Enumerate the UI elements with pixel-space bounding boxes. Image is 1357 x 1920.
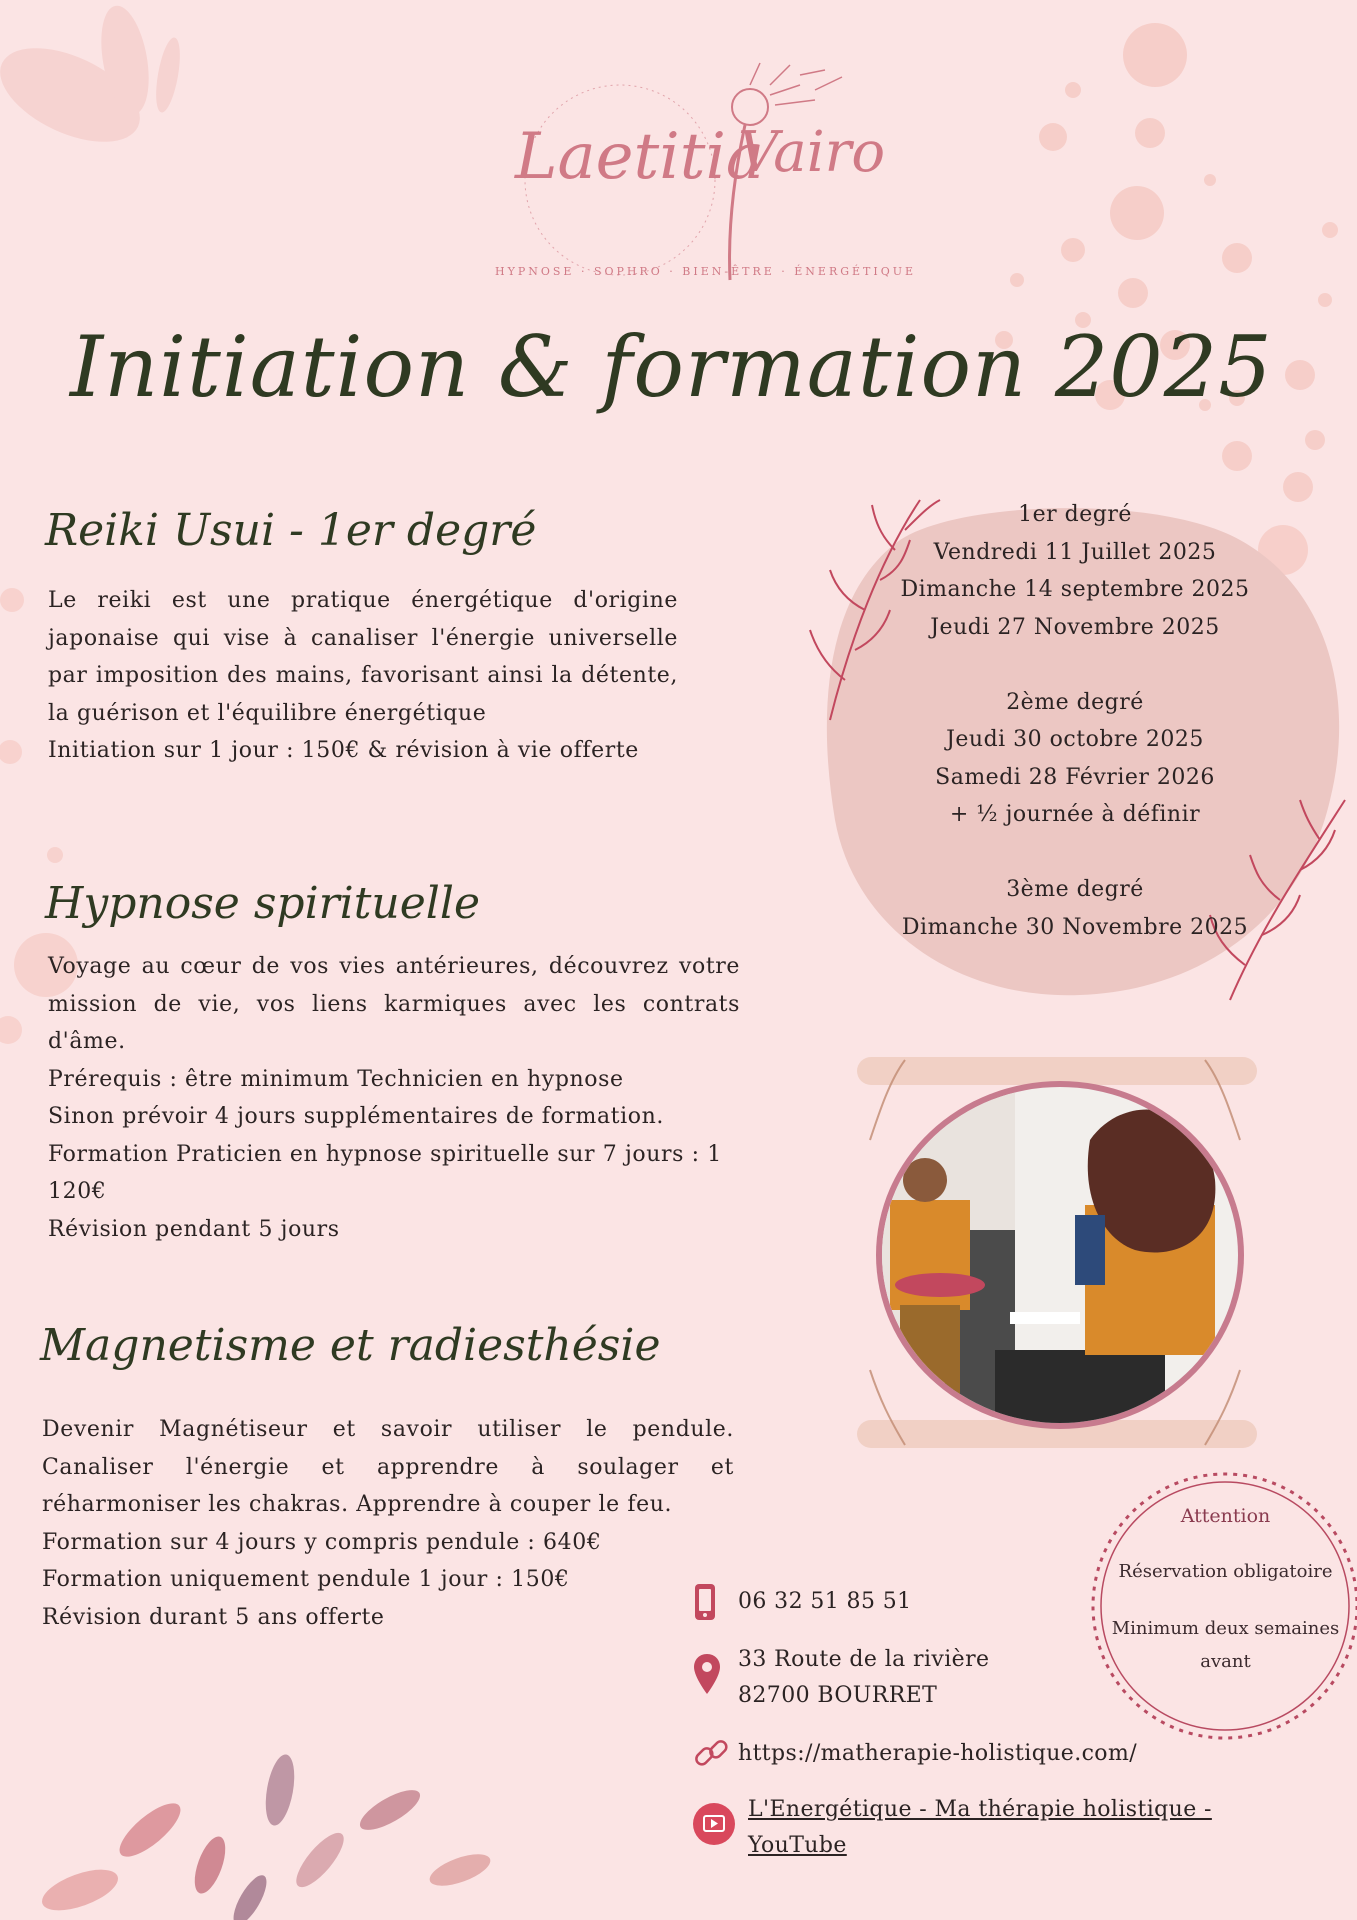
schedule-date: Samedi 28 Février 2026 (935, 764, 1215, 790)
logo-name-right: Vairo (738, 120, 886, 185)
hypnose-heading: Hypnose spirituelle (45, 878, 480, 929)
logo (470, 55, 917, 295)
schedule-date: + ½ journée à définir (949, 802, 1201, 827)
session-photo-illustration (875, 1080, 1245, 1430)
attention-delay: Minimum deux semaines avant (1111, 1618, 1340, 1672)
youtube-link[interactable]: L'Energétique - Ma thérapie holistique - YouTube (748, 1797, 1212, 1858)
contact-phone[interactable] (692, 1582, 1072, 1622)
website-link[interactable]: https://matherapie-holistique.com/ (738, 1741, 1138, 1766)
logo-name-left: Laetitia (515, 120, 765, 194)
hypnose-extra-days: Sinon prévoir 4 jours supplémentaires de formation. (48, 1104, 664, 1129)
contact-website[interactable] (692, 1734, 1138, 1774)
session-photo (875, 1080, 1245, 1430)
phone-icon (692, 1582, 718, 1622)
reiki-paragraph: Le reiki est une pratique énergétique d'origine japonaise qui vise à canaliser l'énergie universelle par imposition des mains, favorisant ainsi la détente, la guérison et l'équilibre énergétique (48, 588, 678, 726)
attention-title: Attention (1180, 1505, 1271, 1527)
link-icon (692, 1734, 730, 1772)
hypnose-text (48, 948, 740, 1248)
magnetisme-price-full: Formation sur 4 jours y compris pendule : 640€ (42, 1529, 602, 1555)
magnetisme-price-pendule: Formation uniquement pendule 1 jour : 150€ (42, 1567, 570, 1592)
magnetisme-heading: Magnetisme et radiesthésie (40, 1320, 661, 1371)
logo-arc-text: HYPNOSE · SOPHRO · BIEN-ÊTRE · ÉNERGÉTIQUE (495, 265, 917, 278)
contact-youtube[interactable] (692, 1792, 1252, 1868)
schedule-degree1-label: 1er degré (1018, 502, 1132, 527)
schedule-degree2-label: 2ème degré (1006, 689, 1144, 715)
hypnose-price: Formation Praticien en hypnose spirituelle sur 7 jours : 1 120€ (48, 1141, 722, 1204)
attention-notice (1093, 1505, 1357, 1678)
magnetisme-text (42, 1411, 734, 1636)
reiki-price: Initiation sur 1 jour : 150€ & révision à vie offerte (48, 738, 639, 763)
schedule-degree3-label: 3ème degré (1006, 877, 1144, 902)
contact-address[interactable] (692, 1642, 1072, 1716)
address-line2: 82700 BOURRET (738, 1683, 938, 1708)
hypnose-revision: Révision pendant 5 jours (48, 1216, 340, 1242)
schedule-date: Dimanche 30 Novembre 2025 (901, 914, 1249, 940)
magnetisme-revision: Révision durant 5 ans offerte (42, 1604, 385, 1630)
phone-number: 06 32 51 85 51 (738, 1589, 912, 1614)
schedule-date: Jeudi 27 Novembre 2025 (930, 614, 1220, 640)
schedule-date: Dimanche 14 septembre 2025 (900, 577, 1250, 602)
schedule-date: Jeudi 30 octobre 2025 (946, 727, 1204, 752)
page-title: Initiation & formation 2025 (70, 318, 1273, 416)
hypnose-paragraph: Voyage au cœur de vos vies antérieures, découvrez votre mission de vie, vos liens karmiques avec les contrats d'âme. (48, 954, 740, 1054)
map-pin-icon (692, 1652, 722, 1696)
schedule (855, 496, 1295, 946)
reiki-text (48, 582, 678, 770)
youtube-icon (692, 1802, 736, 1846)
schedule-date: Vendredi 11 Juillet 2025 (933, 539, 1217, 565)
reiki-heading: Reiki Usui - 1er degré (45, 505, 537, 556)
hypnose-prerequisite: Prérequis : être minimum Technicien en hypnose (48, 1066, 624, 1092)
address-line1: 33 Route de la rivière (738, 1647, 990, 1672)
magnetisme-paragraph: Devenir Magnétiseur et savoir utiliser le pendule. Canaliser l'énergie et apprendre à soulager et réharmoniser les chakras. Apprendre à couper le feu. (42, 1417, 734, 1517)
attention-reservation: Réservation obligatoire (1118, 1561, 1333, 1582)
